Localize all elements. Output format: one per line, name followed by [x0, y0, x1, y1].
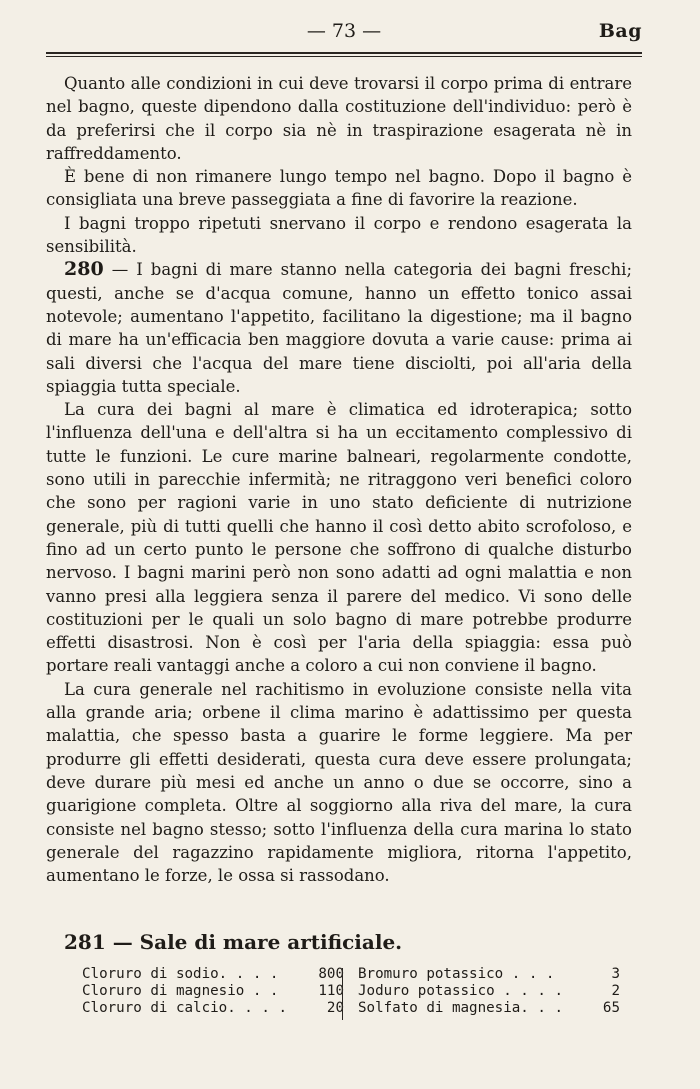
- body-text: [46, 72, 632, 887]
- table-row: Bromuro potassico . . . 3: [358, 966, 620, 982]
- paragraph: I bagni troppo ripetuti snervano il corpo e rendono esagerata la sensibilità.: [46, 213, 632, 257]
- paragraph: Quanto alle condizioni in cui deve trovarsi il corpo prima di entrare nel bagno, queste dipendono dalla costituzione dell'individuo: però è da preferirsi che il corpo sia nè in traspirazione esagerata nè in raffreddamento.: [46, 74, 632, 163]
- table-column-right: [358, 966, 620, 1017]
- paragraph-numbered: 280 — I bagni di mare stanno nella categoria dei bagni freschi; questi, anche se d'acqua comune, hanno un effetto tonico assai notevole; aumentano l'appetito, facilitano la digestione; ma il bagno di mare ha un'efficacia ben maggiore dovuta a varie cause: prima ai sali diversi che l'acqua del mare tiene disciolti, poi all'aria della spiaggia tutta speciale.: [46, 258, 632, 396]
- header-rule-thick: [46, 52, 642, 54]
- paragraph: La cura generale nel rachitismo in evoluzione consiste nella vita alla grande aria; orbene il clima marino è adattissimo per questa malattia, che spesso basta a guarire le forme leggiere. Ma per produrre gli effetti desiderati, questa cura deve essere prolungata; deve durare più mesi ed anche un anno o due se occorre, sino a guarigione completa. Oltre al soggiorno alla riva del mare, la cura consiste nel bagno stesso; sotto l'influenza della cura marina lo stato generale del ragazzino rapidamente migliora, ritorna l'appetito, aumentano le forze, le ossa si rassodano.: [46, 679, 632, 886]
- paragraph: La cura dei bagni al mare è climatica ed idroterapica; sotto l'influenza dell'una e dell'altra si ha un eccitamento complessivo di tutte le funzioni. Le cure marine balneari, regolarmente condotte, sono utili in parecchie infermità; ne ritraggono veri benefici coloro che sono per ragioni varie in uno stato deficiente di nutrizione generale, più di tutti quelli che hanno il così detto abito scrofoloso, e fino ad un certo punto le persone che soffrono di qualche disturbo nervoso. I bagni marini però non sono adatti ad ogni malattia e non vanno presi alla leggiera senza il parere del medico. Vi sono delle costituzioni per le quali un solo bagno di mare potrebbe produrre effetti disastrosi. Non è così per l'aria della spiaggia: essa può portare reali vantaggi anche a coloro a cui non conviene il bagno.: [46, 400, 632, 676]
- table-row: Joduro potassico . . . . 2: [358, 983, 620, 999]
- table-row: Cloruro di magnesio . . 110: [82, 983, 344, 999]
- running-head: Bag: [598, 20, 642, 42]
- table-column-left: [82, 966, 344, 1017]
- table-row: Cloruro di calcio. . . . 20: [82, 1000, 344, 1016]
- paragraph-number: 280: [64, 258, 104, 281]
- section-title: 281 — Sale di mare artificiale.: [64, 930, 403, 954]
- header-rule-thin: [46, 56, 642, 57]
- table-row: Solfato di magnesia. . . 65: [358, 1000, 620, 1016]
- page-header: [46, 20, 642, 46]
- page-number: — 73 —: [306, 20, 382, 42]
- table-row: Cloruro di sodio. . . . 800: [82, 966, 344, 982]
- table-divider: [342, 968, 343, 1020]
- paragraph: È bene di non rimanere lungo tempo nel bagno. Dopo il bagno è consigliata una breve passeggiata a fine di favorire la reazione.: [46, 167, 632, 210]
